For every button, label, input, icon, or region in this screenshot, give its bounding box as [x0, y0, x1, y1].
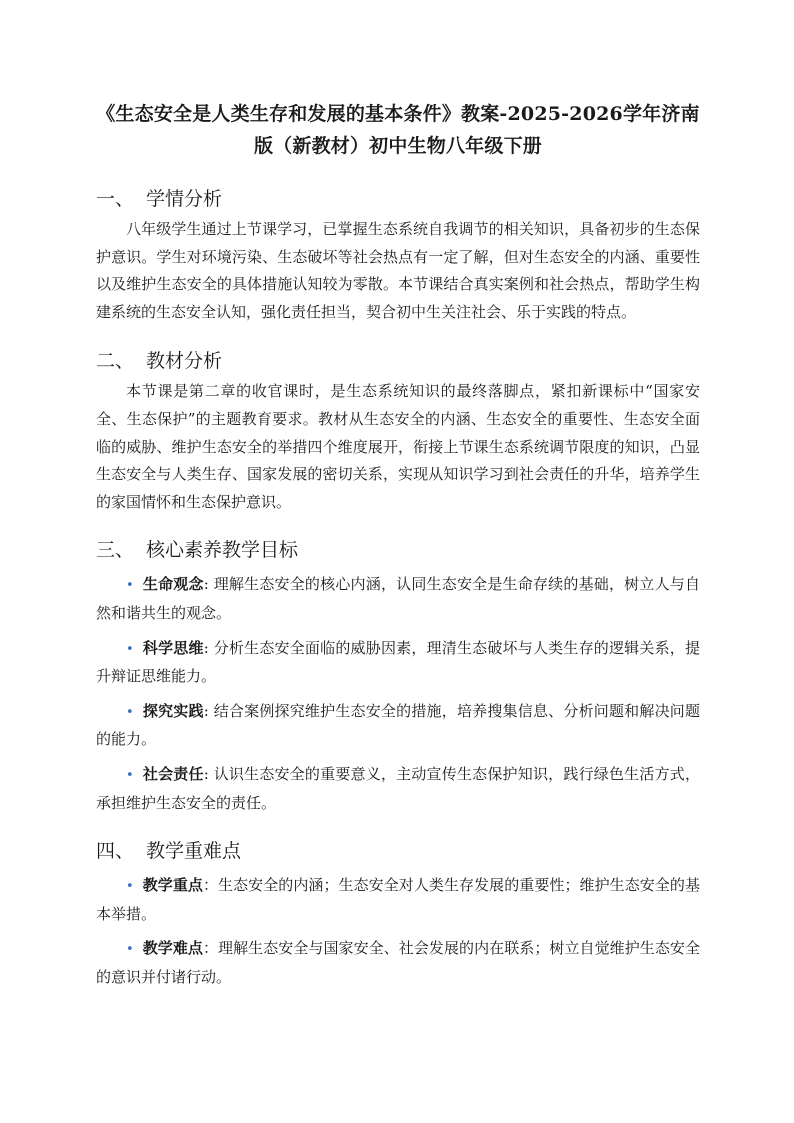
- section-number: 三、: [96, 539, 135, 562]
- section-textbook-analysis: [96, 348, 700, 516]
- bullet-label: 教学重点: [142, 876, 203, 895]
- section-number: 四、: [96, 840, 135, 863]
- bullet-text: 理解生态安全与国家安全、社会发展的内在联系；树立自觉维护生态安全的意识并付诸行动。: [96, 939, 700, 986]
- list-item: [96, 935, 700, 991]
- bullet-icon: •: [126, 879, 134, 895]
- section-title: 教学重难点: [146, 840, 242, 863]
- bullet-icon: •: [126, 578, 134, 594]
- bullet-separator: :: [203, 764, 214, 783]
- section-paragraph: 本节课是第二章的收官课时，是生态系统知识的最终落脚点，紧扣新课标中“国家安全、生态保护”的主题教育要求。教材从生态安全的内涵、生态安全的重要性、生态安全面临的威胁、维护生态安全的举措四个维度展开，衔接上节课生态系统调节限度的知识，凸显生态安全与人类生存、国家发展的密切关系，实现从知识学习到社会责任的升华，培养学生的家国情怀和生态保护意识。: [96, 382, 700, 511]
- section-number: 二、: [96, 350, 135, 373]
- bullet-label: 教学难点: [142, 939, 203, 958]
- bullet-label: 生命观念: [142, 575, 204, 594]
- list-item: [96, 635, 700, 691]
- section-core-objectives: [96, 537, 700, 817]
- list-item: [96, 872, 700, 928]
- bullet-text: 理解生态安全的核心内涵，认同生态安全是生命存续的基础，树立人与自然和谐共生的观念。: [96, 575, 700, 622]
- bullet-text: 结合案例探究维护生态安全的措施，培养搜集信息、分析问题和解决问题的能力。: [96, 701, 700, 749]
- bullet-icon: •: [126, 767, 134, 783]
- bullet-label: 科学思维: [142, 638, 204, 657]
- bullet-label: 探究实践: [142, 701, 204, 720]
- list-item: [96, 761, 700, 817]
- bullet-text: 生态安全的内涵；生态安全对人类生存发展的重要性；维护生态安全的基本举措。: [96, 876, 700, 923]
- section-number: 一、: [96, 188, 135, 210]
- bullet-icon: •: [126, 704, 134, 720]
- bullet-icon: •: [126, 641, 134, 657]
- section-key-difficult-points: [96, 838, 700, 991]
- section-heading: [96, 838, 700, 864]
- bullet-separator: ：: [202, 876, 219, 895]
- list-item: [96, 698, 700, 754]
- section-title: 教材分析: [146, 350, 223, 373]
- section-learner-analysis: [96, 186, 700, 326]
- section-heading: [96, 348, 700, 374]
- section-title: 核心素养教学目标: [146, 539, 299, 562]
- bullet-icon: •: [126, 942, 134, 958]
- section-title: 学情分析: [146, 188, 223, 210]
- document-page: [96, 98, 700, 1011]
- bullet-separator: :: [203, 701, 214, 720]
- bullet-separator: ：: [202, 939, 219, 958]
- list-item: [96, 571, 700, 627]
- bullet-label: 社会责任: [142, 764, 204, 783]
- bullet-separator: :: [203, 575, 214, 594]
- section-heading: [96, 186, 700, 212]
- section-paragraph: 八年级学生通过上节课学习，已掌握生态系统自我调节的相关知识，具备初步的生态保护意识。学生对环境污染、生态破坏等社会热点有一定了解，但对生态安全的内涵、重要性以及维护生态安全的具体措施认知较为零散。本节课结合真实案例和社会热点，帮助学生构建系统的生态安全认知，强化责任担当，契合初中生关注社会、乐于实践的特点。: [96, 220, 700, 321]
- section-heading: [96, 537, 700, 563]
- document-title: 《生态安全是人类生存和发展的基本条件》教案-2025-2026学年济南版（新教材）初中生物八年级下册: [96, 103, 700, 157]
- bullet-separator: :: [203, 638, 214, 657]
- bullet-text: 认识生态安全的重要意义，主动宣传生态保护知识，践行绿色生活方式，承担维护生态安全的责任。: [96, 764, 700, 812]
- bullet-text: 分析生态安全面临的威胁因素，理清生态破坏与人类生存的逻辑关系，提升辩证思维能力。: [96, 638, 700, 686]
